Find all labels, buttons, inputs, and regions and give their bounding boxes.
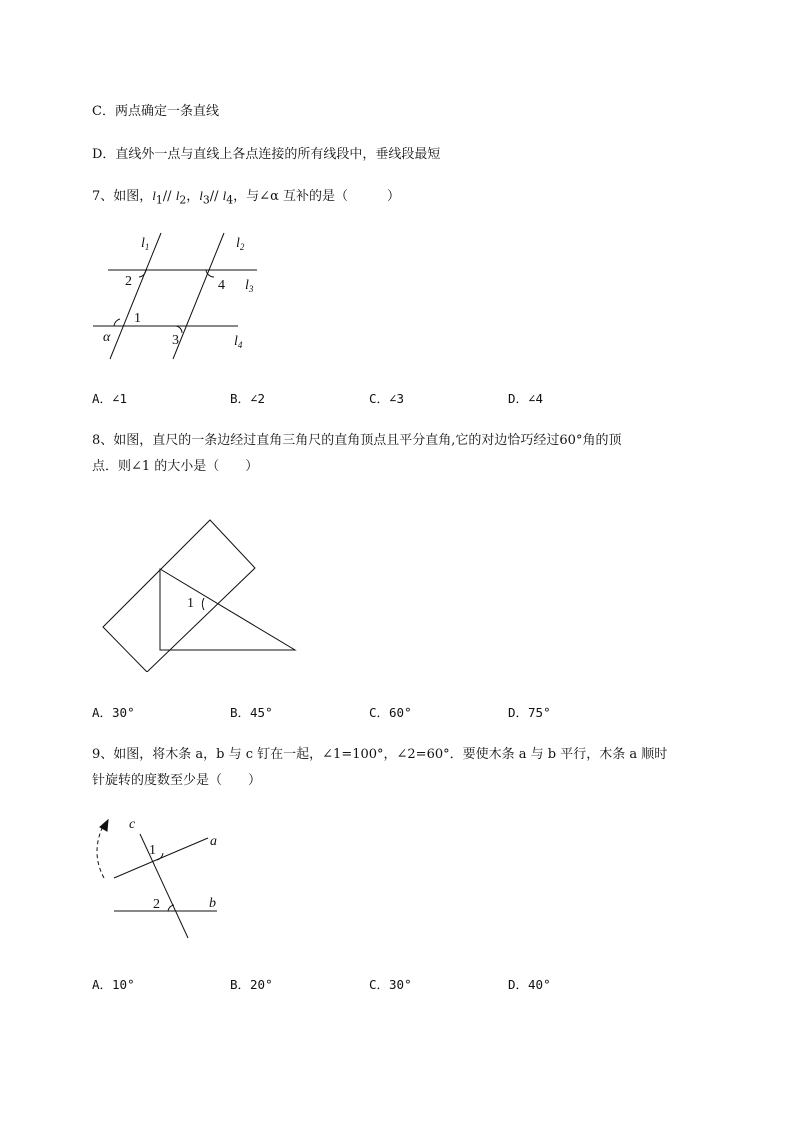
q8-option-d: D．75° [508,705,551,720]
q9-angle-1: 1 [149,843,156,858]
q7-line-l2 [173,233,224,359]
q9-figure [90,812,240,942]
q9-angle-2: 2 [153,897,160,912]
q7-prefix: 7、如图， [92,189,153,204]
question-8-line1: 8、如图，直尺的一条边经过直角三角尺的直角顶点且平分直角,它的对边恰巧经过60°角的顶 [92,433,622,448]
option-d-text: D．直线外一点与直线上各点连接的所有线段中，垂线段最短 [92,147,441,162]
q8-option-b: B．45° [230,705,273,720]
q7-l3: l [199,188,203,203]
q7-angle-alpha: α [103,330,111,345]
q7-label-l3: $l_3$ [245,278,254,294]
q7-l1: l [152,188,156,203]
q8-angle-1: 1 [187,596,194,611]
q7-label-l2: $l_2$ [236,236,245,252]
q7-par1: // [162,189,176,204]
q7-l2: l [175,188,180,203]
q7-l4: l [222,188,227,203]
q9-option-d: D．40° [508,977,551,992]
q7-option-c: C．∠3 [369,391,405,406]
q9-option-b: B．20° [230,977,273,992]
q7-arc-alpha [114,319,120,326]
q7-option-b: B．∠2 [230,391,266,406]
q7-arc-2 [139,270,146,277]
question-9-line2: 针旋转的度数至少是（ ） [92,773,262,788]
q7-l1-sub: 1 [155,193,163,207]
q7-line-l1 [110,233,161,359]
q7-l4-sub: 4 [226,193,234,207]
q8-figure [95,512,305,672]
q7-angle-3: 3 [172,333,179,348]
q7-arc-4 [206,270,214,277]
q8-option-c: C．60° [369,705,412,720]
q7-comma: ， [186,189,200,204]
q7-l3-sub: 3 [202,193,210,207]
q7-l2-sub: 2 [179,193,187,207]
q7-par2: // [209,189,223,204]
q7-option-d: D．∠4 [508,391,544,406]
q8-arc-1 [202,598,204,610]
q8-triangle [160,569,295,650]
q9-label-a: a [210,834,217,849]
option-c-text: C．两点确定一条直线 [92,104,219,119]
q8-ruler [103,520,255,672]
question-7-stem [92,185,400,207]
q7-label-l4: $l_4$ [234,334,243,350]
q9-option-c: C．30° [369,977,412,992]
q7-suffix: ，与∠α 互补的是（ ） [233,189,400,204]
q9-label-c: c [129,817,136,832]
q7-option-a: A．∠1 [92,391,128,406]
q7-figure [88,225,268,360]
q7-angle-4: 4 [218,278,225,293]
q7-arc-3 [176,326,182,333]
q7-label-l1: $l_1$ [141,236,150,252]
q9-rotate-arrow-icon [97,824,104,878]
question-9-line1: 9、如图，将木条 a，b 与 c 钉在一起，∠1=100°，∠2=60°．要使木条 a 与 b 平行，木条 a 顺时 [92,747,668,762]
q8-option-a: A．30° [92,705,135,720]
question-8-line2: 点．则∠1 的大小是（ ） [92,459,259,474]
q7-angle-2: 2 [125,274,132,289]
q7-angle-1: 1 [134,311,141,326]
q9-label-b: b [209,896,216,911]
q9-option-a: A．10° [92,977,135,992]
